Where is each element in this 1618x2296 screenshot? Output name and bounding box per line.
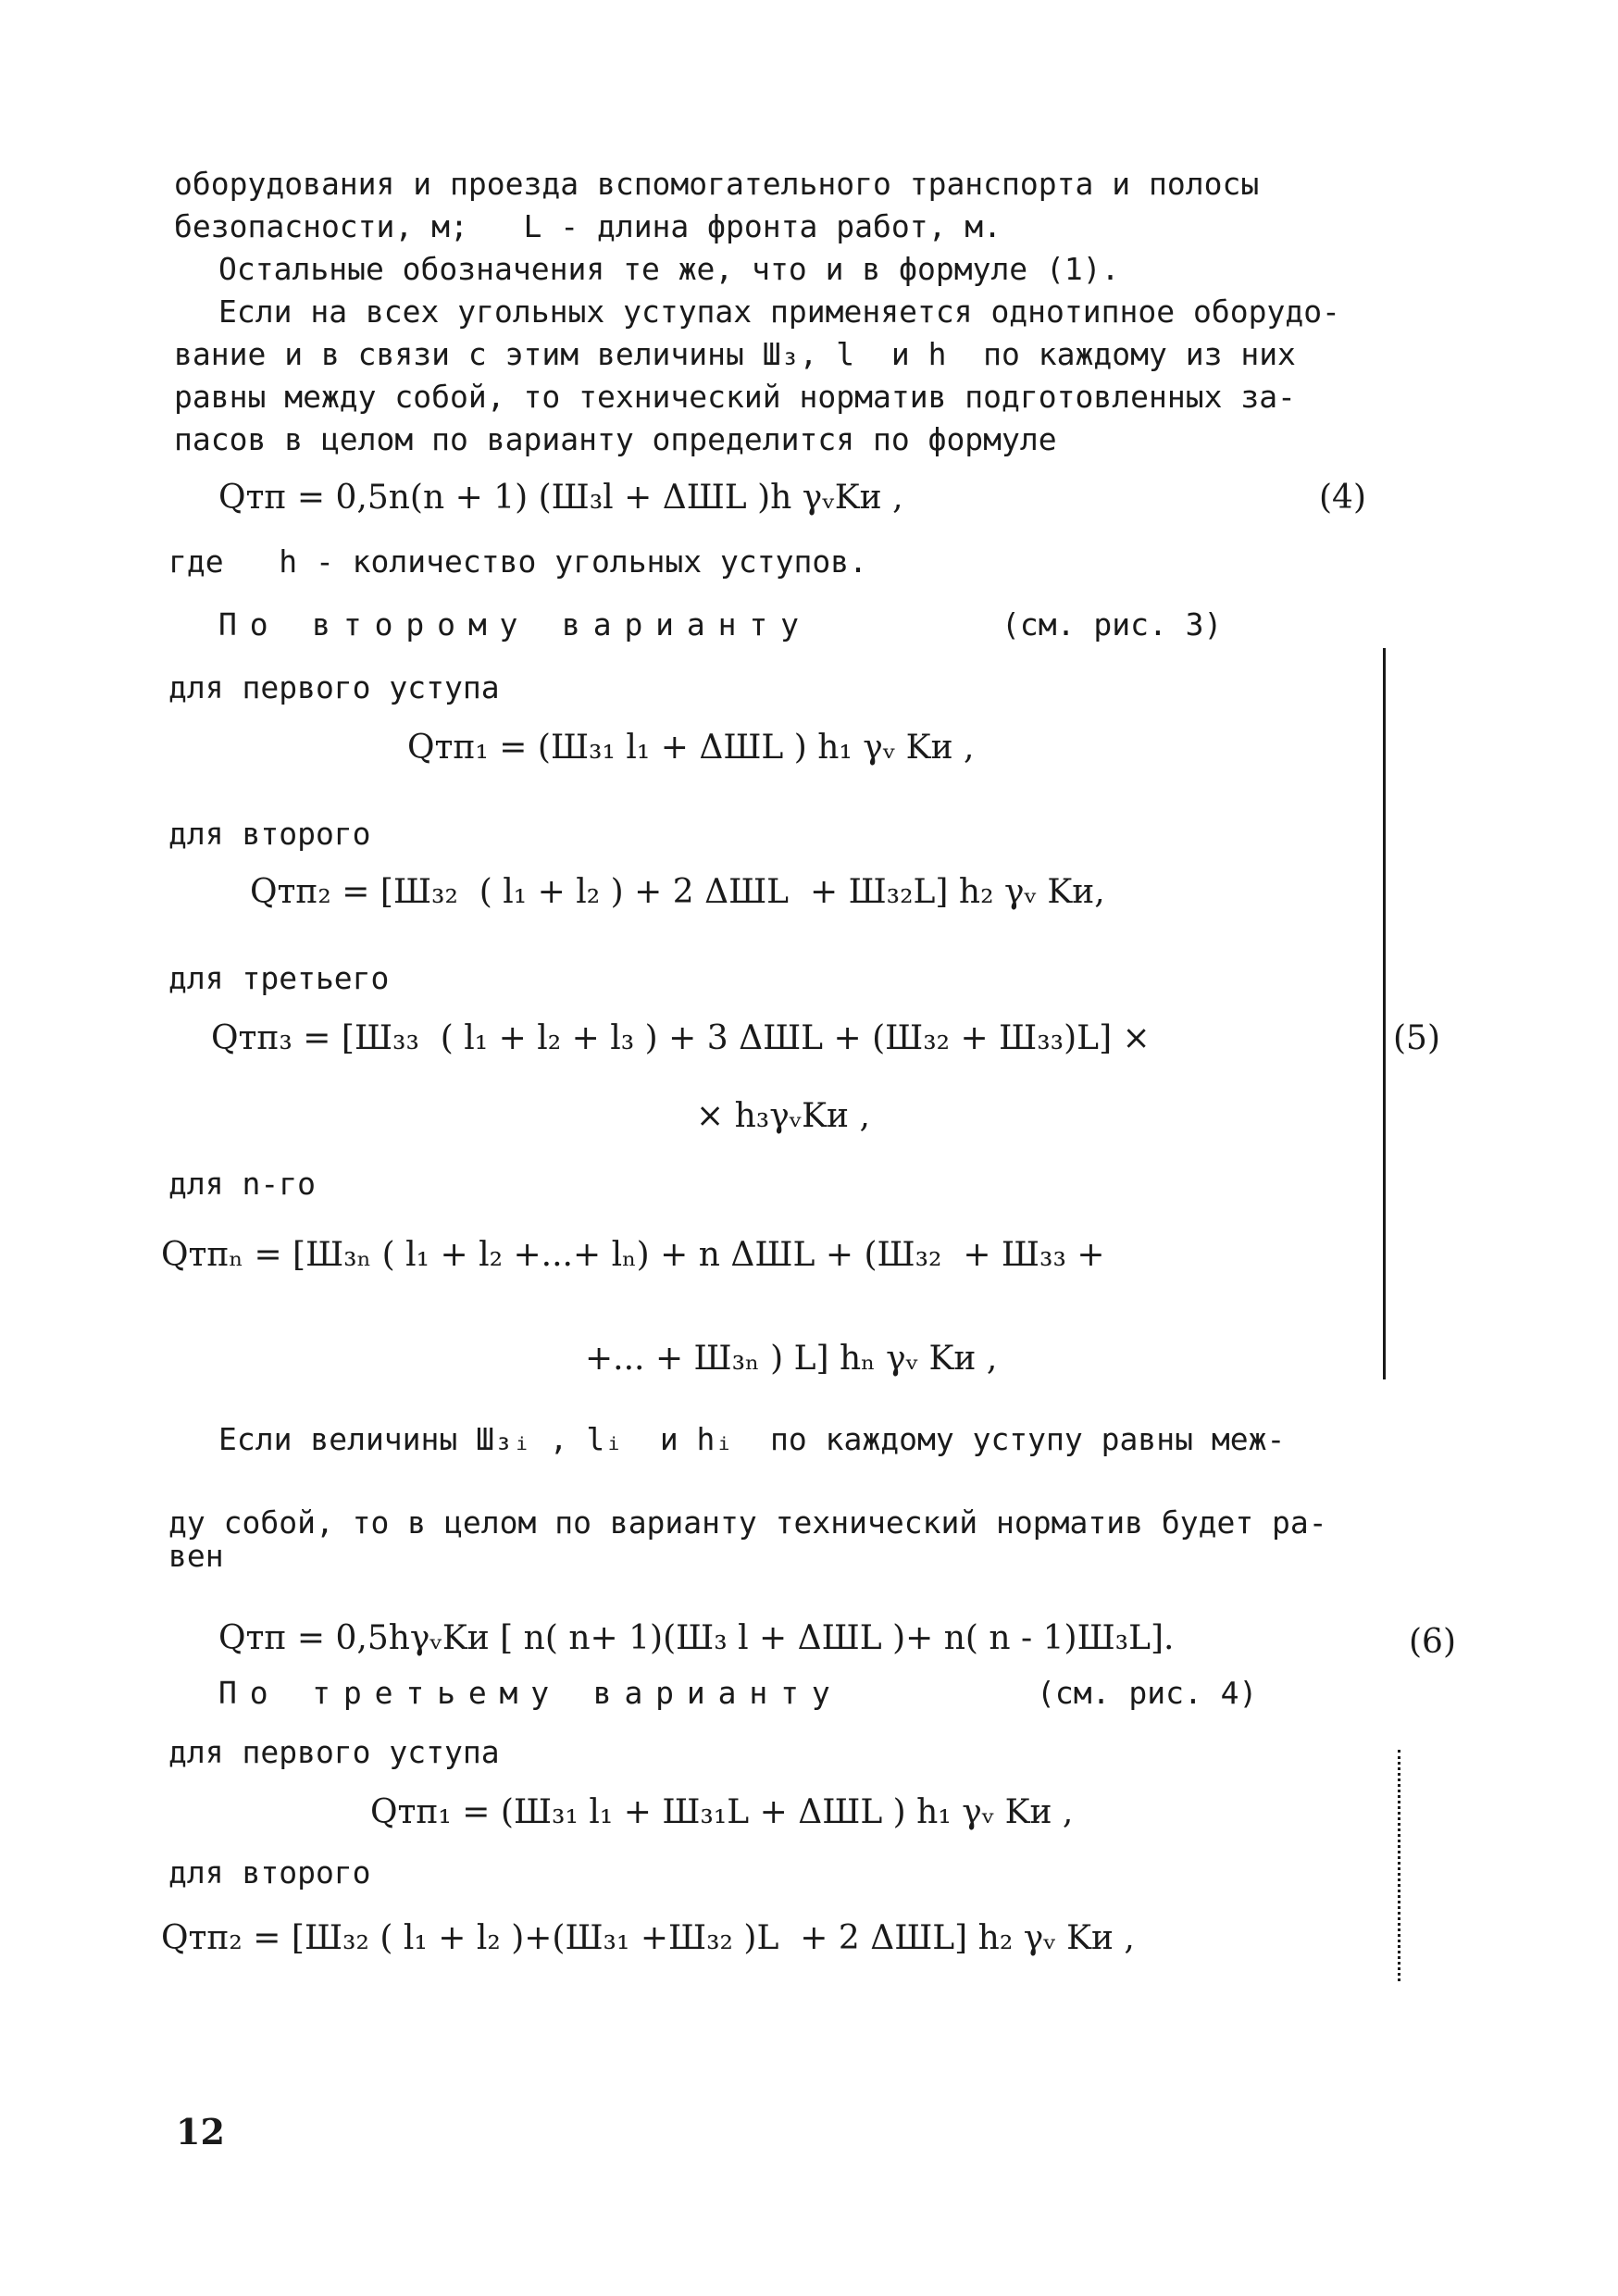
formula-7-second: Qтп₂ = [Ш₃₂ ( l₁ + l₂ )+(Ш₃₁ +Ш₃₂ )L + 2 ΔШL] h₂ γᵥ Kи , <box>161 1919 1135 1957</box>
text-line: для n-го <box>168 1166 316 1202</box>
formula-4: Qтп = 0,5n(n + 1) (Ш₃l + ΔШL )h γᵥKи , <box>218 479 903 517</box>
formula-5-third-cont: × h₃γᵥKи , <box>696 1097 870 1135</box>
figure-reference: (см. рис. 3) <box>1002 606 1223 643</box>
equation-number-5: (5) <box>1393 1019 1440 1057</box>
right-brace <box>1372 648 1386 1379</box>
text-line: для второго <box>168 1854 371 1890</box>
equation-number-4: (4) <box>1319 479 1366 517</box>
formula-6: Qтп = 0,5hγᵥKи [ n( n+ 1)(Ш₃ l + ΔШL )+ n( n - 1)Ш₃L]. <box>218 1619 1175 1657</box>
formula-5-third: Qтп₃ = [Ш₃₃ ( l₁ + l₂ + l₃ ) + 3 ΔШL + (Ш₃₂ + Ш₃₃)L] × <box>211 1019 1151 1057</box>
text-line: для первого уступа <box>168 669 500 705</box>
text-line: для первого уступа <box>168 1734 500 1770</box>
equation-number-6: (6) <box>1409 1623 1456 1661</box>
text-line: где h - количество угольных уступов. <box>168 543 867 580</box>
text-line: ду собой, то в целом по варианту технический норматив будет ра- <box>168 1504 1327 1541</box>
formula-5-nth: Qтпₙ = [Ш₃ₙ ( l₁ + l₂ +...+ lₙ) + n ΔШL + (Ш₃₂ + Ш₃₃ + <box>161 1236 1105 1274</box>
text-line: Остальные обозначения те же, что и в формуле (1). <box>218 251 1120 287</box>
text-line: оборудования и проезда вспомогательного транспорта и полосы <box>174 166 1260 202</box>
text-line: Если на всех угольных уступах применяется однотипное оборудо- <box>218 293 1340 330</box>
text-line: вен <box>168 1538 224 1574</box>
text-line: вание и в связи с этим величины Ш₃, l и h по каждому из них <box>174 336 1296 372</box>
formula-7-first: Qтп₁ = (Ш₃₁ l₁ + Ш₃₁L + ΔШL ) h₁ γᵥ Kи , <box>370 1793 1074 1831</box>
text-line: пасов в целом по варианту определится по формуле <box>174 421 1057 457</box>
formula-5-nth-cont: +... + Ш₃ₙ ) L] hₙ γᵥ Kи , <box>585 1340 998 1378</box>
right-brace <box>1387 1750 1400 1981</box>
figure-reference: (см. рис. 4) <box>1037 1675 1258 1711</box>
text-line: для третьего <box>168 960 390 996</box>
page-number: 12 <box>176 2111 225 2152</box>
variant-heading: По третьему варианту <box>218 1675 843 1711</box>
text-line: безопасности, м; L - длина фронта работ, м. <box>174 208 1002 244</box>
formula-5-second: Qтп₂ = [Ш₃₂ ( l₁ + l₂ ) + 2 ΔШL + Ш₃₂L] h₂ γᵥ Kи, <box>250 873 1105 911</box>
formula-5-first: Qтп₁ = (Ш₃₁ l₁ + ΔШL ) h₁ γᵥ Kи , <box>407 729 975 767</box>
text-line: Если величины Ш₃ᵢ , lᵢ и hᵢ по каждому уступу равны меж- <box>218 1421 1286 1457</box>
variant-heading: По второму варианту <box>218 606 812 643</box>
text-line: равны между собой, то технический норматив подготовленных за- <box>174 379 1296 415</box>
text-line: для второго <box>168 816 371 852</box>
